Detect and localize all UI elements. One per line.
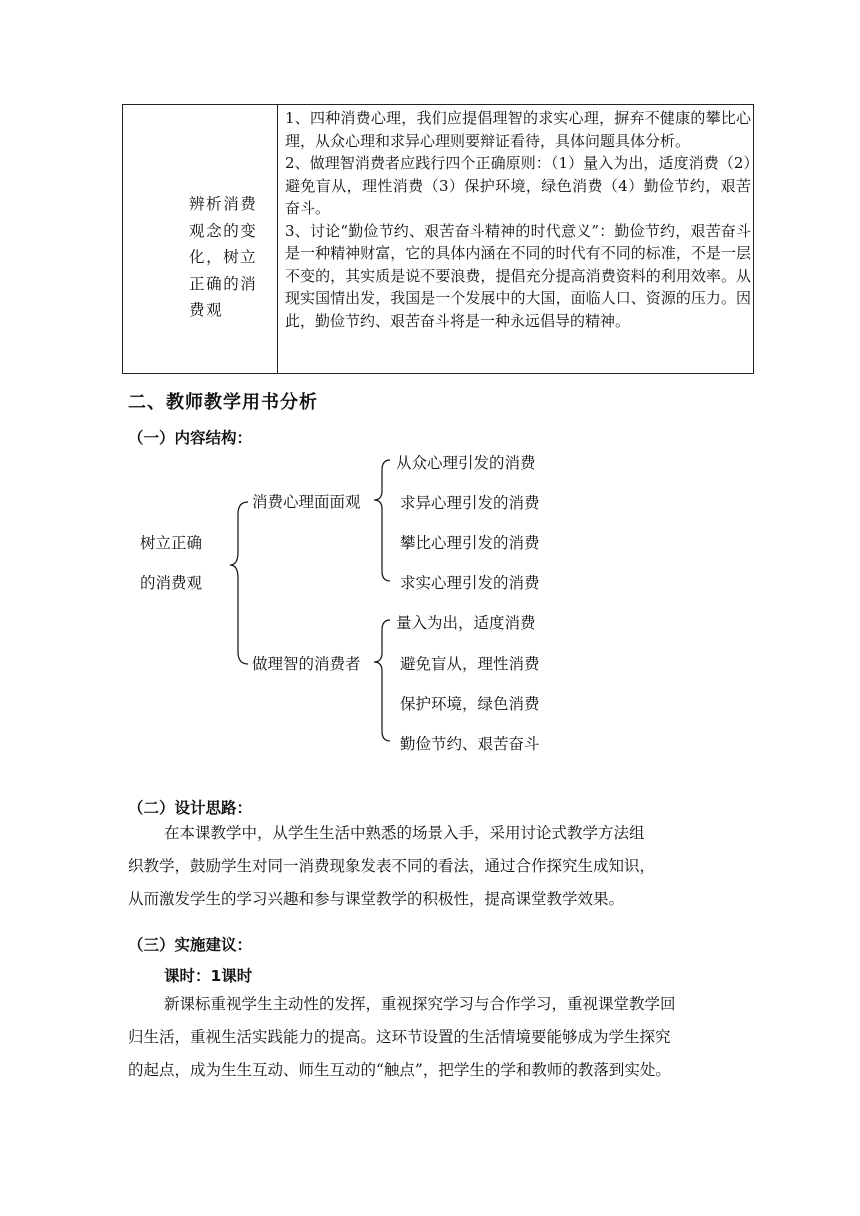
- structure-heading: （一）内容结构：: [128, 429, 253, 447]
- tree-leaf: 求实心理引发的消费: [400, 574, 540, 592]
- rational-brace: [374, 620, 390, 741]
- tree-root-line-2: 的消费观: [140, 574, 203, 592]
- tree-leaf: 量入为出，适度消费: [396, 614, 536, 632]
- class-hours: 课时：1课时: [164, 967, 253, 985]
- content-paragraph-1: 1、四种消费心理，我们应提倡理智的求实心理，摒弃不健康的攀比心理，从众心理和求异心理则要辩证看待，具体问题具体分析。: [285, 109, 751, 150]
- tree-branch-rational: 做理智的消费者: [252, 655, 361, 673]
- design-paragraph: [128, 817, 740, 916]
- tree-leaf: 求异心理引发的消费: [400, 494, 540, 512]
- tree-branch-psychology: 消费心理面面观: [252, 493, 361, 511]
- topic-line: 正确的消: [189, 274, 258, 293]
- topic-line: 化，树立: [189, 248, 258, 266]
- design-line: 从而激发学生的学习兴趣和参与课堂教学的积极性，提高课堂教学效果。: [128, 890, 625, 908]
- implementation-paragraph: [128, 988, 740, 1087]
- tree-leaf: 避免盲从，理性消费: [400, 655, 540, 673]
- tree-leaf: 攀比心理引发的消费: [400, 534, 540, 552]
- implementation-line: 归生活，重视生活实践能力的提高。这环节设置的生活情境要能够成为学生探究: [128, 1028, 671, 1046]
- section-title: 二、教师教学用书分析: [128, 392, 318, 413]
- design-line: 织教学，鼓励学生对同一消费现象发表不同的看法，通过合作探究生成知识，: [128, 857, 656, 875]
- tree-root-line-1: 树立正确: [140, 534, 203, 552]
- topic-line: 辨析消费: [189, 195, 258, 213]
- design-heading: （二）设计思路：: [128, 799, 253, 817]
- topic-line: 观念的变: [189, 221, 258, 240]
- topic-line: 费观: [189, 301, 224, 319]
- tree-leaf: 勤俭节约、艰苦奋斗: [400, 735, 540, 753]
- tree-leaf: 从众心理引发的消费: [396, 454, 536, 472]
- root-brace: [230, 502, 248, 664]
- implementation-heading: （三）实施建议：: [128, 936, 253, 954]
- design-line: 在本课教学中，从学生生活中熟悉的场景入手，采用讨论式教学方法组: [164, 824, 645, 842]
- content-paragraph-3: 3、讨论“勤俭节约、艰苦奋斗精神的时代意义”：勤俭节约，艰苦奋斗是一种精神财富，它的具体内涵在不同的时代有不同的标准，不是一层不变的，其实质是说不要浪费，提倡充分提高消费资料的利用效率。从现实国情出发，我国是一个发展中的大国，面临人口、资源的压力。因此，勤俭节约、艰苦奋斗将是一种永远倡导的精神。: [285, 221, 751, 330]
- implementation-line: 的起点，成为生生互动、师生互动的“触点”，把学生的学和教师的教落到实处。: [128, 1061, 671, 1079]
- psychology-brace: [374, 460, 390, 581]
- implementation-line: 新课标重视学生主动性的发挥，重视探究学习与合作学习，重视课堂教学回: [164, 995, 676, 1013]
- tree-leaf: 保护环境，绿色消费: [400, 695, 540, 713]
- content-paragraph-2: 2、做理智消费者应践行四个正确原则：（1）量入为出，适度消费（2）避免盲从，理性消费（3）保护环境，绿色消费（4）勤俭节约，艰苦奋斗。: [285, 154, 751, 217]
